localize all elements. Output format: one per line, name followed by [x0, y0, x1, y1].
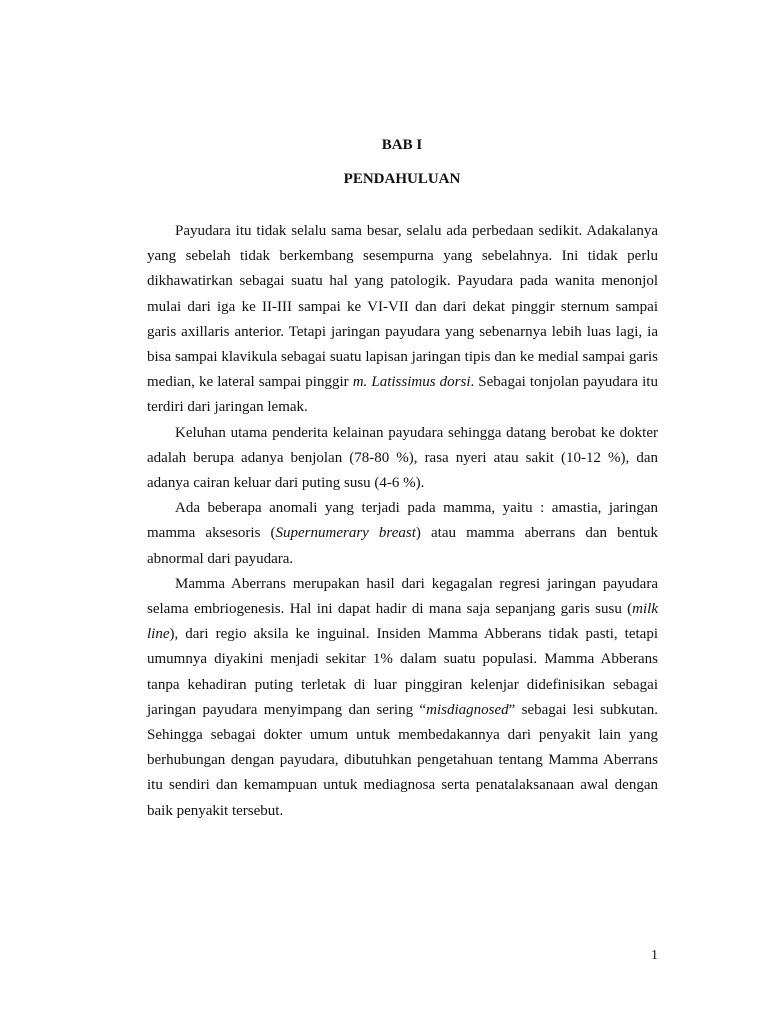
chapter-heading: BAB I	[381, 137, 423, 153]
text-run: Ada beberapa anomali yang terjadi pada mamma, yaitu : amastia, jaringan mamma aksesoris (	[147, 500, 658, 542]
italic-text: misdiagnosed	[426, 701, 509, 718]
paragraph	[147, 421, 658, 497]
chapter-title: PENDAHULUAN	[343, 171, 461, 187]
text-run: ) atau mamma aberrans dan bentuk abnormal dari payudara.	[147, 525, 658, 567]
text-run: . Sebagai tonjolan payudara itu terdiri dari jaringan lemak.	[147, 374, 658, 416]
italic-text: milk line	[147, 601, 658, 643]
text-run: Mamma Aberrans merupakan hasil dari kegagalan regresi jaringan payudara selama embriogenesis. Hal ini dapat hadir di mana saja sepanjang garis susu (	[147, 575, 658, 618]
text-run: ), dari regio aksila ke inguinal. Insiden Mamma Abberans tidak pasti, tetapi umumnya diyakini menjadi sekitar 1% dalam suatu populasi. Mamma Abberans tanpa kehadiran puting terletak di luar pinggiran kelenjar didefinisikan sebagai jaringan payudara menyimpang dan sering “	[147, 626, 658, 718]
body-text	[147, 219, 658, 824]
text-run: Keluhan utama penderita kelainan payudara sehingga datang berobat ke dokter adalah berupa adanya benjolan (78-80 %), rasa nyeri atau sakit (10-12 %), dan adanya cairan keluar dari puting susu (4-6 %).	[147, 424, 658, 492]
paragraph	[147, 572, 658, 824]
page-number: 1	[651, 948, 658, 963]
paragraph	[147, 496, 658, 572]
text-run: ” sebagai lesi subkutan. Sehingga sebagai dokter umum untuk membedakannya dari penyakit lain yang berhubungan dengan payudara, dibutuhkan pengetahuan tentang Mamma Aberrans itu sendiri dan kemampuan untuk mediagnosa serta penatalaksanaan awal dengan baik penyakit tersebut.	[147, 701, 659, 819]
italic-text: m. Latissimus dorsi	[352, 374, 471, 391]
italic-text: Supernumerary breast	[275, 525, 416, 542]
paragraph	[147, 219, 658, 421]
text-run: Payudara itu tidak selalu sama besar, selalu ada perbedaan sedikit. Adakalanya yang sebelah tidak berkembang sesempurna yang sebelahnya. Ini tidak perlu dikhawatirkan sebagai suatu hal yang patologik. Payudara pada wanita menonjol mulai dari iga ke II-III sampai ke VI-VII dan dari dekat pinggir sternum sampai garis axillaris anterior. Tetapi jaringan payudara yang sebenarnya lebih luas lagi, ia bisa sampai klavikula sebagai suatu lapisan jaringan tipis dan ke medial sampai garis median, ke lateral sampai pinggir	[147, 223, 658, 391]
